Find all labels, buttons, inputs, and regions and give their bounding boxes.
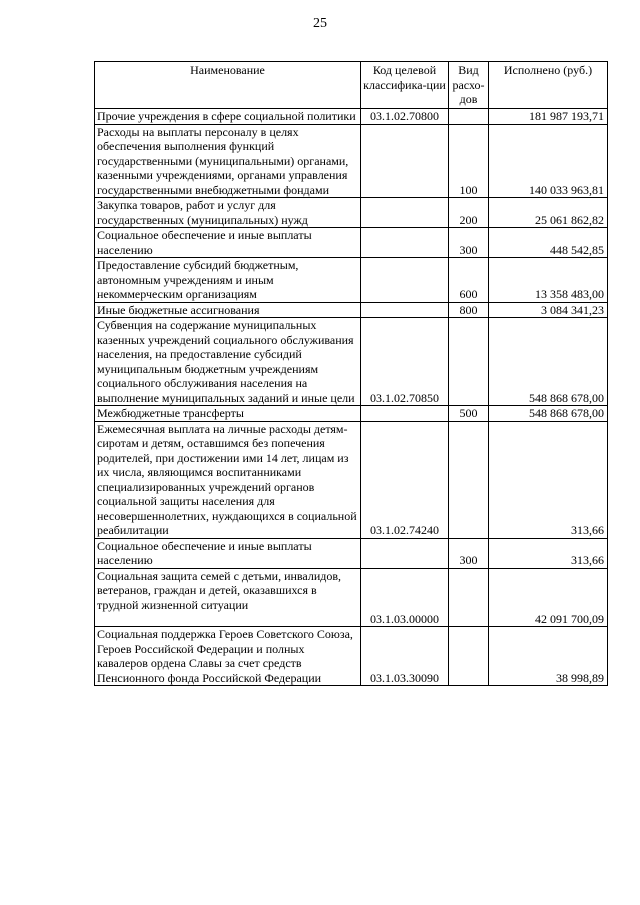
row-code [361,406,449,422]
row-name: Прочие учреждения в сфере социальной политики [95,109,361,125]
table-row [95,228,608,258]
row-code [361,228,449,258]
header-row [95,62,608,109]
row-type: 200 [449,198,489,228]
row-name: Социальная защита семей с детьми, инвалидов, ветеранов, граждан и детей, оказавшихся в трудной жизненной ситуации [95,568,361,627]
row-type: 100 [449,124,489,198]
table-row [95,198,608,228]
row-name: Ежемесячная выплата на личные расходы детям-сиротам и детям, оставшимся без попечения родителей, при достижении ими 14 лет, лицам из их числа, являющимся воспитанниками специализированных учреждений органов социальной защиты населения для несовершеннолетних, нуждающихся в социальной реабилитации [95,421,361,538]
table-header [95,62,608,109]
table-row [95,318,608,406]
row-code [361,198,449,228]
table-row [95,302,608,318]
row-amount: 548 868 678,00 [489,406,608,422]
row-code [361,124,449,198]
table-row [95,568,608,627]
table-row [95,627,608,686]
row-name: Межбюджетные трансферты [95,406,361,422]
table-row [95,421,608,538]
row-amount: 38 998,89 [489,627,608,686]
row-amount: 13 358 483,00 [489,258,608,303]
row-amount: 313,66 [489,421,608,538]
table-row [95,258,608,303]
table-row [95,124,608,198]
row-amount: 140 033 963,81 [489,124,608,198]
header-name: Наименование [95,62,361,109]
row-amount: 181 987 193,71 [489,109,608,125]
row-amount: 3 084 341,23 [489,302,608,318]
row-name: Предоставление субсидий бюджетным, автономным учреждениям и иным некоммерческим организациям [95,258,361,303]
row-amount: 42 091 700,09 [489,568,608,627]
row-type: 500 [449,406,489,422]
row-type: 300 [449,538,489,568]
budget-table [94,61,608,686]
row-type [449,421,489,538]
row-amount: 25 061 862,82 [489,198,608,228]
row-name: Социальное обеспечение и иные выплаты населению [95,538,361,568]
row-code: 03.1.03.30090 [361,627,449,686]
row-type: 300 [449,228,489,258]
row-name: Закупка товаров, работ и услуг для государственных (муниципальных) нужд [95,198,361,228]
row-code [361,538,449,568]
table-body [95,109,608,686]
row-name: Социальная поддержка Героев Советского Союза, Героев Российской Федерации и полных кавалеров ордена Славы за счет средств Пенсионного фонда Российской Федерации [95,627,361,686]
row-code [361,302,449,318]
row-code: 03.1.02.70850 [361,318,449,406]
table-row [95,538,608,568]
header-type: Вид расхо-дов [449,62,489,109]
header-code: Код целевой классифика-ции [361,62,449,109]
header-amount: Исполнено (руб.) [489,62,608,109]
row-name: Социальное обеспечение и иные выплаты населению [95,228,361,258]
row-code: 03.1.02.70800 [361,109,449,125]
row-name: Иные бюджетные ассигнования [95,302,361,318]
row-amount: 313,66 [489,538,608,568]
row-type [449,318,489,406]
table-row [95,109,608,125]
row-code: 03.1.02.74240 [361,421,449,538]
row-type: 800 [449,302,489,318]
row-amount: 448 542,85 [489,228,608,258]
row-amount: 548 868 678,00 [489,318,608,406]
row-type: 600 [449,258,489,303]
row-code [361,258,449,303]
table-row [95,406,608,422]
row-type [449,568,489,627]
row-type [449,109,489,125]
row-name: Расходы на выплаты персоналу в целях обеспечения выполнения функций государственными (муниципальными) органами, казенными учреждениями, органами управления государственными внебюджетными фондами [95,124,361,198]
page-number: 25 [313,16,327,31]
row-type [449,627,489,686]
row-code: 03.1.03.00000 [361,568,449,627]
row-name: Субвенция на содержание муниципальных казенных учреждений социального обслуживания населения, на предоставление субсидий муниципальным бюджетным учреждениям социального обслуживания населения на выполнение муниципальных заданий и иные цели [95,318,361,406]
